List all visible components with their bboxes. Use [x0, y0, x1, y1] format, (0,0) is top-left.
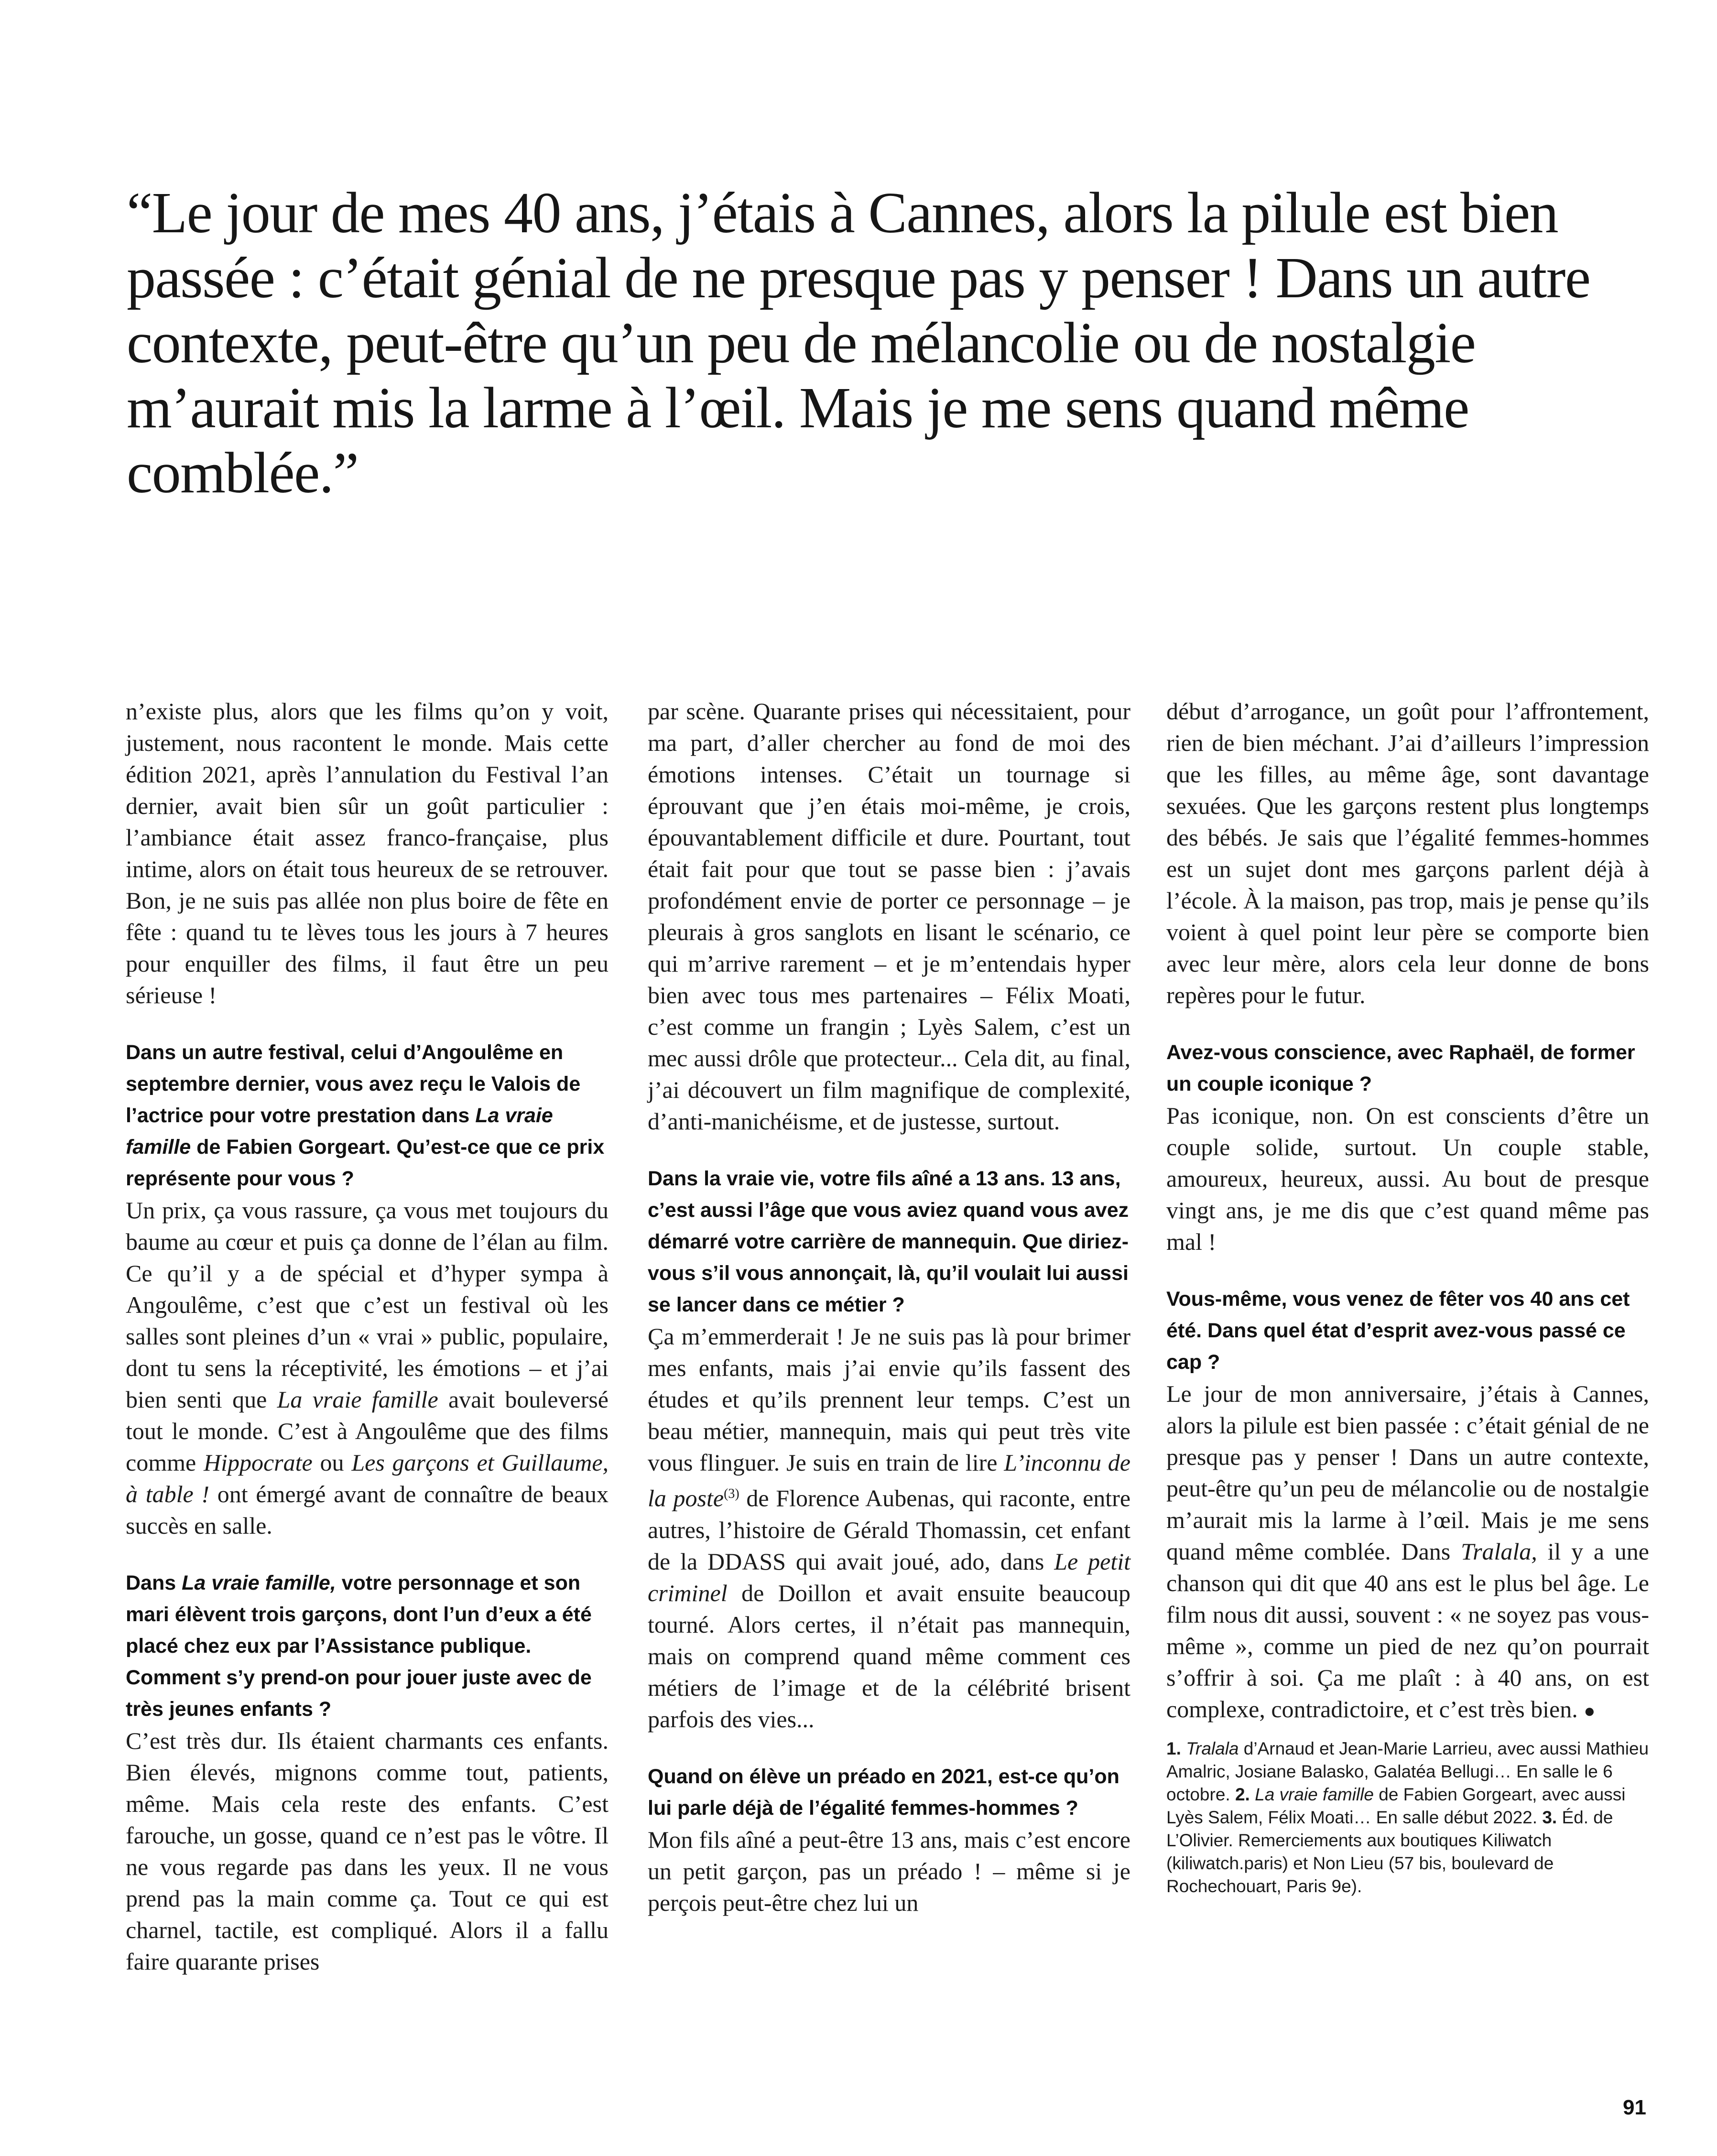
answer-text: de Doillon et avait ensuite beaucoup tourné. Alors certes, il n’était pas mannequin, mais on comprend quand même comment ces métiers de l’image et de la célébrité brisent parfois des vies... [648, 1579, 1130, 1733]
answer-text: ont émergé avant de connaître de beaux succès en salle. [126, 1481, 609, 1539]
question-text: votre personnage et son mari élèvent trois garçons, dont l’un d’eux a été placé chez eux par l’Assistance publique. Comment s’y prend-on pour jouer juste avec de très jeunes enfants ? [126, 1571, 592, 1721]
page-number: 91 [1623, 2096, 1646, 2119]
article-column-2 [648, 695, 1130, 1918]
film-title: Tralala [1186, 1739, 1239, 1758]
film-title: La vraie famille [1255, 1785, 1374, 1804]
answer-paragraph: Pas iconique, non. On est conscients d’être un couple solide, surtout. Un couple stable, amoureux, heureux, aussi. Au bout de presque vingt ans, je me dis que c’est quand même pas mal ! [1166, 1102, 1649, 1255]
film-title: La vraie famille [126, 1104, 553, 1159]
footnote-text: d’Arnaud et Jean-Marie Larrieu, avec aussi Mathieu Amalric, Josiane Balasko, Galatéa Bellugi… En salle le 6 octobre. [1166, 1739, 1649, 1804]
film-title: Tralala, [1461, 1538, 1537, 1565]
end-of-article-icon: ● [1584, 1700, 1596, 1722]
answer-text: avait bouleversé tout le monde. C’est à Angoulême que des films comme [126, 1386, 609, 1476]
interview-question: Quand on élève un préado en 2021, est-ce qu’on lui parle déjà de l’égalité femmes-hommes ? [648, 1765, 1119, 1820]
answer-paragraph [1166, 1378, 1649, 1727]
answer-paragraph: C’est très dur. Ils étaient charmants ces enfants. Bien élevés, mignons comme tout, patients, même. Mais cela reste des enfants. C’est farouche, un gosse, quand ce n’est pas le vôtre. Il ne vous regarde pas dans les yeux. Il ne vous prend pas la main comme ça. Tout ce qui est charnel, tactile, est compliqué. Alors il a fallu faire quarante prises [126, 1727, 609, 1975]
question-text: Dans un autre festival, celui d’Angoulême en septembre dernier, vous avez reçu le Valois de l’actrice pour votre prestation dans [126, 1041, 581, 1127]
answer-text: ou [312, 1449, 352, 1476]
film-title: Le petit criminel [648, 1548, 1130, 1606]
answer-text: il y a une chanson qui dit que 40 ans est le plus bel âge. Le film nous dit aussi, souvent : « ne soyez pas vous-même », comme un pied de nez qu’on pourrait s’offrir à soi. Ça me plaît : à 40 ans, on est complexe, contradictoire, et c’est très bien. [1166, 1538, 1650, 1723]
footnote-ref: (3) [724, 1486, 739, 1501]
film-title: Hippocrate [203, 1449, 313, 1476]
answer-paragraph [648, 1321, 1130, 1735]
interview-question [126, 1037, 609, 1194]
book-title: L’inconnu de la poste [648, 1449, 1130, 1512]
answer-paragraph: Mon fils aîné a peut-être 13 ans, mais c’est encore un petit garçon, pas un préado ! – même si je perçois peut-être chez lui un [648, 1826, 1130, 1916]
answer-text: Ça m’emmerderait ! Je ne suis pas là pour brimer mes enfants, mais j’ai envie qu’ils fassent des études et qu’ils prennent leur temps. C’est un beau métier, mannequin, mais qui peut très vite vous flinguer. Je suis en train de lire [648, 1323, 1130, 1476]
footnote-text: Éd. de L’Olivier. Remerciements aux boutiques Kiliwatch (kiliwatch.paris) et Non Lieu (57 bis, boulevard de Rochechouart, Paris 9e). [1166, 1808, 1613, 1896]
interview-question [126, 1567, 609, 1725]
footnote-number: 1. [1166, 1739, 1181, 1758]
interview-question: Avez-vous conscience, avec Raphaël, de former un couple iconique ? [1166, 1041, 1635, 1095]
answer-text: Un prix, ça vous rassure, ça vous met toujours du baume au cœur et puis ça donne de l’élan au film. Ce qu’il y a de spécial et d’hyper sympa à Angoulême, c’est que c’est un festival où les salles sont pleines d’un « vrai » public, populaire, dont tu sens la réceptivité, les émotions – et j’ai bien senti que [126, 1197, 609, 1413]
interview-question: Vous-même, vous venez de fêter vos 40 ans cet été. Dans quel état d’esprit avez-vous passé ce cap ? [1166, 1288, 1630, 1374]
answer-paragraph: par scène. Quarante prises qui nécessitaient, pour ma part, d’aller chercher au fond de moi des émotions intenses. C’était un tournage si éprouvant que j’en étais moi-même, je crois, épouvantablement difficile et dure. Pourtant, tout était fait pour que tout se passe bien : j’avais profondément envie de porter ce personnage – je pleurais à gros sanglots en lisant le scénario, ce qui m’arrive rarement – et je m’entendais hyper bien avec tous mes partenaires – Félix Moati, c’est comme un frangin ; Lyès Salem, c’est un mec aussi drôle que protecteur... Cela dit, au final, j’ai découvert un film magnifique de complexité, d’anti-manichéisme, et de justesse, surtout. [648, 698, 1130, 1135]
article-column-3 [1166, 695, 1649, 1898]
question-text: de Fabien Gorgeart. Qu’est-ce que ce prix représente pour vous ? [126, 1136, 605, 1190]
footnotes [1166, 1737, 1649, 1898]
pull-quote: “Le jour de mes 40 ans, j’étais à Cannes, alors la pilule est bien passée : c’était génial de ne presque pas y penser ! Dans un autre contexte, peut-être qu’un peu de mélancolie ou de nostalgie m’aurait mis la larme à l’œil. Mais je me sens quand même comblée.” [127, 181, 1590, 505]
answer-text: de Florence Aubenas, qui raconte, entre autres, l’histoire de Gérald Thomassin, cet enfant de la DDASS qui avait joué, ado, dans [648, 1484, 1131, 1575]
footnote-text: de Fabien Gorgeart, avec aussi Lyès Salem, Félix Moati… En salle début 2022. [1166, 1785, 1626, 1827]
film-title: La vraie famille [277, 1386, 438, 1413]
answer-paragraph: n’existe plus, alors que les films qu’on y voit, justement, nous racontent le monde. Mais cette édition 2021, après l’annulation du Festival l’an dernier, avait bien sûr un goût particulier : l’ambiance était assez franco-française, plus intime, alors on était tous heureux de se retrouver. Bon, je ne suis pas allée non plus boire de fête en fête : quand tu te lèves tous les jours à 7 heures pour enquiller des films, il faut être un peu sérieuse ! [126, 698, 609, 1008]
interview-question: Dans la vraie vie, votre fils aîné a 13 ans. 13 ans, c’est aussi l’âge que vous aviez quand vous avez démarré votre carrière de mannequin. Que diriez-vous s’il vous annonçait, là, qu’il voulait lui aussi se lancer dans ce métier ? [648, 1167, 1129, 1316]
answer-paragraph [126, 1194, 609, 1541]
answer-paragraph: début d’arrogance, un goût pour l’affrontement, rien de bien méchant. J’ai d’ailleurs l’impression que les filles, au même âge, sont davantage sexuées. Que les garçons restent plus longtemps des bébés. Je sais que l’égalité femmes-hommes est un sujet dont mes garçons parlent déjà à l’école. À la maison, pas trop, mais je pense qu’ils voient à quel point leur père se comporte bien avec leur mère, alors cela leur donne de bons repères pour le futur. [1166, 698, 1649, 1008]
film-title: Les garçons et Guillaume, à table ! [126, 1449, 609, 1507]
film-title: La vraie famille, [182, 1571, 336, 1594]
footnote-number: 2. [1235, 1785, 1250, 1804]
answer-text: Le jour de mon anniversaire, j’étais à Cannes, alors la pilule est bien passée : c’était génial de ne presque pas y penser ! Dans un autre contexte, peut-être qu’un peu de mélancolie ou de nostalgie m’aurait mis la larme à l’œil. Mais je me sens quand même comblée. Dans [1166, 1380, 1649, 1565]
question-text: Dans [126, 1571, 182, 1594]
footnote-number: 3. [1542, 1808, 1557, 1827]
article-column-1 [126, 695, 609, 1977]
